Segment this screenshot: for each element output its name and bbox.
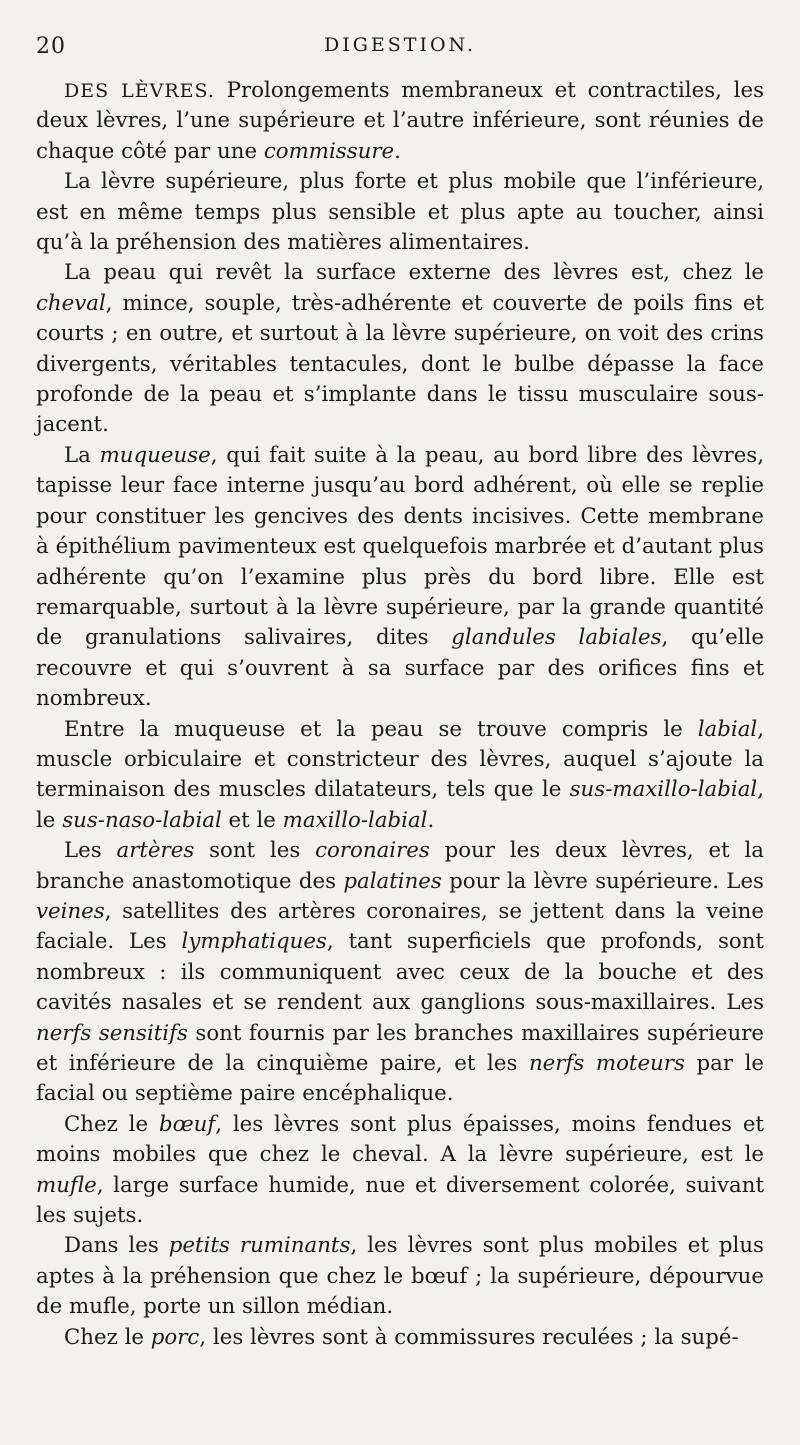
italic-term: veines: [36, 898, 105, 924]
text-run: La: [64, 442, 100, 468]
text-run: , qu’elle recouvre et qui s’ouvrent à sa surface par des orifices fins et nombreux.: [36, 625, 764, 712]
italic-term: muqueuse: [99, 442, 211, 468]
text-run: Chez le: [64, 1111, 159, 1137]
text-run: Les: [64, 838, 117, 864]
text-run: La lèvre supérieure, plus forte et plus mobile que l’inférieure, est en même temps plus sensible et plus apte au toucher, ainsi qu’à la préhension des matières alimentaires.: [36, 169, 764, 256]
section-heading: DES LÈVRES.: [64, 80, 215, 102]
text-run: , le: [36, 777, 764, 833]
body-text: [36, 76, 764, 1353]
paragraph: [36, 1231, 764, 1322]
text-run: , mince, souple, très-adhérente et couverte de poils fins et courts ; en outre, et surtout à la lèvre supérieure, on voit des crins divergents, véritables tentacules, dont le bulbe dépasse la face profonde de la peau et s’implante dans le tissu musculaire sous-jacent.: [36, 290, 764, 438]
italic-term: nerfs moteurs: [528, 1051, 685, 1076]
text-run: Dans les: [64, 1233, 169, 1259]
italic-term: labial: [697, 716, 758, 742]
italic-term: petits ruminants: [168, 1233, 351, 1259]
paragraph: [36, 258, 764, 440]
paragraph: [36, 167, 764, 258]
text-run: pour les deux lèvres, et la branche anastomotique des: [36, 838, 764, 894]
text-run: pour la lèvre supérieure. Les: [441, 868, 764, 894]
italic-term: sus-maxillo-labial: [569, 777, 758, 803]
paragraph: [36, 836, 764, 1110]
italic-term: sus-naso-labial: [62, 807, 222, 833]
text-run: Prolongements membraneux et contractiles, les deux lèvres, l’une supérieure et l’autre inférieure, sont réunies de chaque côté par une: [36, 78, 765, 164]
text-run: Entre la muqueuse et la peau se trouve compris le: [64, 716, 698, 742]
italic-term: artères: [116, 838, 195, 864]
italic-term: commissure: [263, 138, 395, 164]
text-run: .: [427, 807, 435, 833]
paragraph: [36, 1110, 764, 1232]
text-run: La peau qui revêt la surface externe des lèvres est, chez le: [64, 260, 764, 286]
text-run: par le facial ou septième paire encéphalique.: [36, 1051, 765, 1107]
italic-term: porc: [150, 1324, 200, 1350]
italic-term: glandules labiales: [451, 625, 662, 651]
text-run: , qui fait suite à la peau, au bord libre des lèvres, tapisse leur face interne jusqu’au bord adhérent, où elle se replie pour constituer les gencives des dents incisives. Cette membrane à épithélium pavimenteux est quelquefois marbrée et d’autant plus adhérente qu’on l’examine plus près du bord libre. Elle est remarquable, surtout à la lèvre supérieure, par la grande quantité de granulations salivaires, dites: [36, 442, 765, 651]
paragraph: [36, 715, 764, 837]
paragraph: [36, 1323, 764, 1353]
text-run: , large surface humide, nue et diversement colorée, suivant les sujets.: [36, 1172, 764, 1229]
paragraph: [36, 441, 764, 715]
text-run: sont fournis par les branches maxillaires supérieure et inférieure de la cinquième paire, et les: [36, 1020, 764, 1076]
italic-term: mufle: [36, 1172, 97, 1198]
text-run: Chez le: [64, 1324, 151, 1350]
italic-term: coronaires: [315, 838, 430, 864]
italic-term: palatines: [343, 868, 442, 894]
italic-term: cheval: [36, 290, 106, 316]
text-run: .: [394, 138, 401, 164]
text-run: , muscle orbiculaire et constricteur des lèvres, auquel s’ajoute la terminaison des muscles dilatateurs, tels que le: [36, 716, 764, 803]
page-number: 20: [36, 34, 66, 59]
italic-term: nerfs sensitifs: [36, 1020, 188, 1046]
text-run: , satellites des artères coronaires, se jettent dans la veine faciale. Les: [36, 898, 764, 955]
text-run: et le: [221, 807, 283, 833]
text-run: , tant superficiels que profonds, sont nombreux : ils communiquent avec ceux de la bouche et des cavités nasales et se rendent aux ganglions sous-maxillaires. Les: [36, 929, 764, 1016]
italic-term: maxillo-labial: [282, 807, 428, 833]
text-run: sont les: [194, 838, 316, 864]
text-run: , les lèvres sont à commissures reculées ; la supé-: [199, 1324, 739, 1350]
page-header: [36, 30, 764, 70]
text-run: , les lèvres sont plus mobiles et plus aptes à la préhension que chez le bœuf ; la supérieure, dépourvue de mufle, porte un sillon médian.: [36, 1233, 764, 1320]
italic-term: bœuf: [158, 1111, 216, 1137]
running-head: DIGESTION.: [323, 34, 476, 56]
paragraph: [36, 76, 764, 167]
text-run: , les lèvres sont plus épaisses, moins fendues et moins mobiles que chez le cheval. A la lèvre supérieure, est le: [36, 1111, 764, 1168]
italic-term: lymphatiques: [181, 929, 327, 955]
